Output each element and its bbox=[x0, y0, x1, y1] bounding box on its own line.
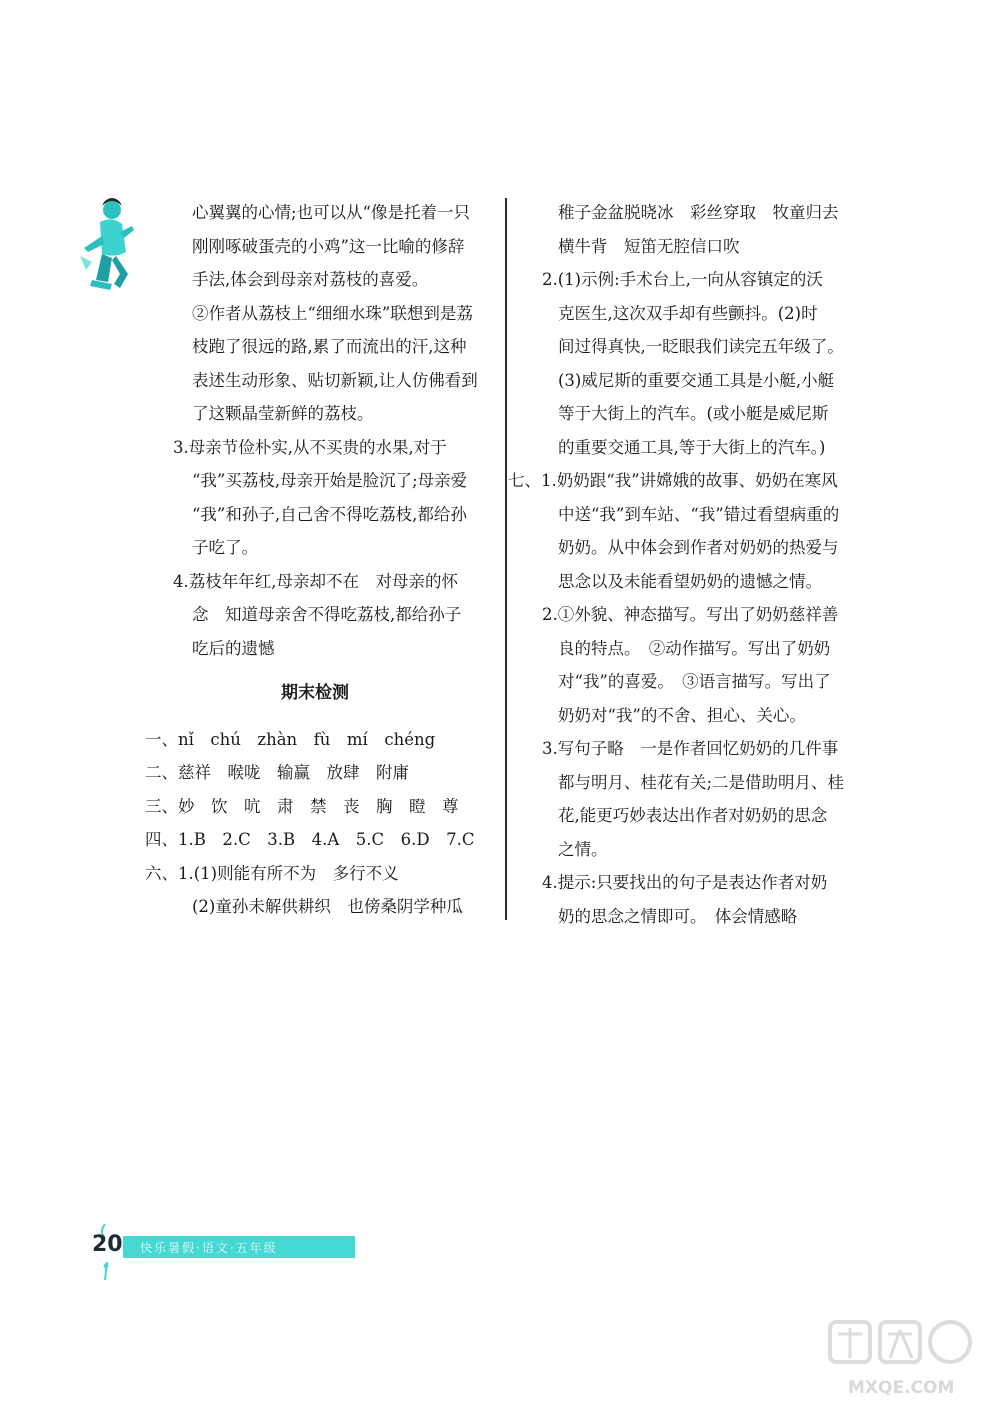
text-line: 等于大街上的汽车。(或小艇是威尼斯 bbox=[558, 404, 829, 423]
text-line: 都与明月、桂花有关;二是借助明月、桂 bbox=[558, 772, 845, 792]
text-line: 花,能更巧妙表达出作者对奶奶的思念 bbox=[558, 806, 828, 825]
text-line: 克医生,这次双手却有些颤抖。(2)时 bbox=[558, 303, 818, 323]
text-line: 六、1.(1)则能有所不为 多行不义 bbox=[145, 863, 399, 883]
text-line: 奶奶对“我”的不舍、担心、关心。 bbox=[558, 705, 806, 725]
text-line: 奶奶。从中体会到作者对奶奶的热爱与 bbox=[558, 538, 839, 557]
text-line: “我”和孙子,自己舍不得吃荔枝,都给孙 bbox=[192, 504, 467, 524]
text-line: 念 知道母亲舍不得吃荔枝,都给孙子 bbox=[192, 605, 462, 624]
text-line: 2.①外貌、神态描写。写出了奶奶慈祥善 bbox=[542, 605, 839, 624]
text-line: 4.荔枝年年红,母亲却不在 对母亲的怀 bbox=[173, 571, 458, 591]
text-line: “我”买荔枝,母亲开始是脸沉了;母亲爱 bbox=[192, 471, 468, 490]
column-divider bbox=[505, 198, 507, 920]
text-line: 表述生动形象、贴切新颖,让人仿佛看到 bbox=[192, 370, 478, 390]
footer-bar-text: 快乐暑假·语文·五年级 bbox=[140, 1241, 278, 1255]
text-line: 一、nǐ chú zhàn fù mí chéng bbox=[145, 729, 436, 749]
text-line: 3.母亲节俭朴实,从不买贵的水果,对于 bbox=[173, 437, 447, 457]
section-title: 期末检测 bbox=[281, 683, 349, 703]
text-line: 横牛背 短笛无腔信口吹 bbox=[558, 236, 740, 256]
text-line: 四、1.B 2.C 3.B 4.A 5.C 6.D 7.C bbox=[145, 830, 475, 849]
text-line: 了这颗晶莹新鲜的荔枝。 bbox=[192, 404, 374, 423]
text-line: 稚子金盆脱晓冰 彩丝穿取 牧童归去 bbox=[558, 203, 839, 222]
text-line: 对“我”的喜爱。 ③语言描写。写出了 bbox=[558, 672, 831, 691]
text-line: 思念以及未能看望奶奶的遗憾之情。 bbox=[558, 571, 822, 591]
text-line: 4.提示:只要找出的句子是表达作者对奶 bbox=[542, 873, 828, 892]
text-line: 三、妙 饮 吭 肃 禁 丧 胸 瞪 尊 bbox=[145, 796, 459, 816]
text-line: 3.写句子略 一是作者回忆奶奶的几件事 bbox=[542, 739, 839, 758]
text-line: 间过得真快,一眨眼我们读完五年级了。 bbox=[558, 337, 844, 356]
text-line: 2.(1)示例:手术台上,一向从容镇定的沃 bbox=[542, 270, 823, 289]
text-line: 之情。 bbox=[558, 839, 608, 859]
left-column bbox=[145, 196, 495, 924]
decorative-figure-icon bbox=[72, 196, 144, 296]
watermark-url: MXQE.COM bbox=[848, 1378, 955, 1398]
text-line: 枝跑了很远的路,累了而流出的汗,这种 bbox=[192, 337, 467, 356]
text-line: 七、1.奶奶跟“我”讲嫦娥的故事、奶奶在寒风 bbox=[508, 471, 838, 490]
text-line: 刚刚啄破蛋壳的小鸡”这一比喻的修辞 bbox=[192, 236, 465, 256]
text-line: 良的特点。 ②动作描写。写出了奶奶 bbox=[558, 638, 831, 658]
text-line: 的重要交通工具,等于大街上的汽车。) bbox=[558, 437, 826, 457]
text-line: (3)威尼斯的重要交通工具是小艇,小艇 bbox=[558, 370, 835, 390]
text-line: 手法,体会到母亲对荔枝的喜爱。 bbox=[192, 270, 429, 289]
right-column bbox=[508, 196, 862, 933]
text-line: 中送“我”到车站、“我”错过看望病重的 bbox=[558, 504, 840, 524]
text-line: 心翼翼的心情;也可以从“像是托着一只 bbox=[192, 203, 470, 222]
text-line: ②作者从荔枝上“细细水珠”联想到是荔 bbox=[192, 303, 473, 323]
text-line: (2)童孙未解供耕织 也傍桑阴学种瓜 bbox=[192, 897, 463, 916]
page-number: 20 bbox=[92, 1232, 123, 1257]
text-line: 子吃了。 bbox=[192, 538, 258, 557]
text-line: 奶的思念之情即可。 体会情感略 bbox=[558, 906, 798, 926]
text-line: 二、慈祥 喉咙 输赢 放肆 附庸 bbox=[145, 763, 409, 782]
text-line: 吃后的遗憾 bbox=[192, 638, 275, 658]
